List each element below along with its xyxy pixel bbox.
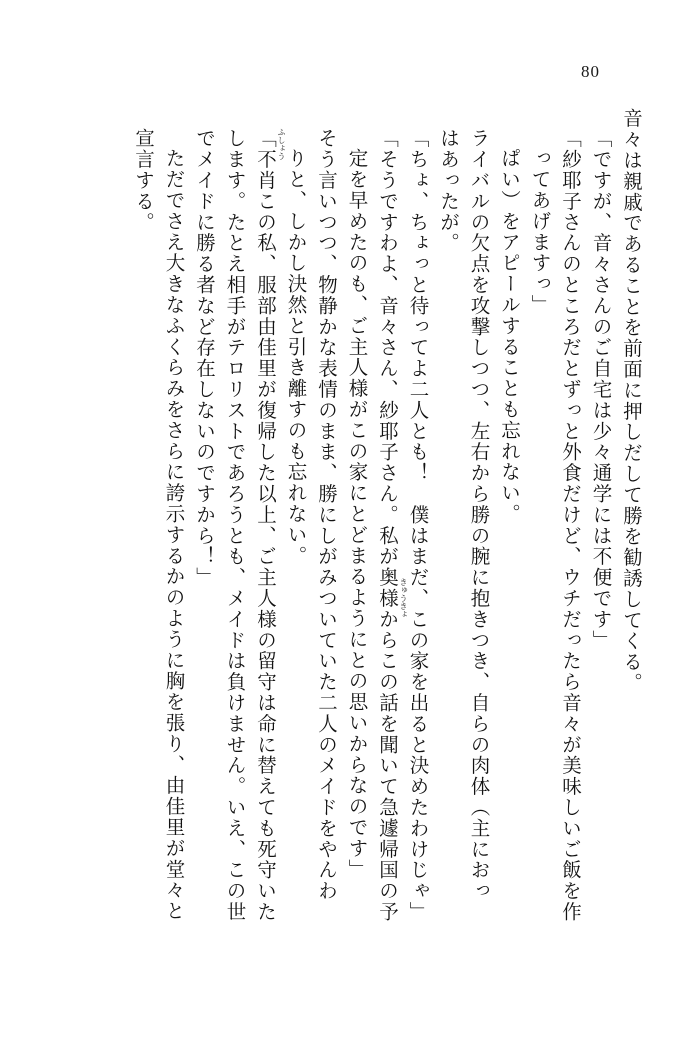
text-column-with-ruby	[244, 108, 286, 1010]
text-column: 宣言する。	[132, 128, 153, 233]
text-column: でメイドに勝る者など存在しないのですから！」	[193, 128, 214, 588]
text-column: 「ですが、音々さんのご自宅は少々通学には不便です」	[589, 128, 611, 651]
text-column: ライバルの欠点を攻撃しつつ、左右から勝の腕に抱きつき、自らの肉体（主におっ	[467, 128, 489, 902]
text-column: 音々は親戚であることを前面に押しだして勝を勧誘してくる。	[620, 108, 641, 694]
text-column: ただでさえ大きなふくらみをさらに誇示するかのように胸を張り、由佳里が堂々と	[162, 148, 184, 922]
vertical-text-body	[60, 108, 640, 990]
text-column: します。たとえ相手がテロリストであろうとも、メイドは負けません。いえ、この世	[223, 128, 245, 923]
text-column: りと、しかし決然と引き離すのも忘れない。	[284, 148, 306, 566]
ruby-annotation-kyuukyo: きゅうきょ	[399, 578, 408, 618]
text-column: 「ちょ、ちょっと待ってよ二人とも！ 僕はまだ、この家を出ると決めたわけじゃ」	[406, 128, 428, 923]
text-column: 「紗耶子さんのところだとずっと外食だけど、ウチだったら音々が美味しいご飯を作	[559, 128, 580, 923]
text-column: 定を早めたのも、ご主人様がこの家にとどまるようにとの思いからなのです」	[345, 148, 367, 880]
text-column-with-ruby	[366, 108, 408, 1010]
text-column-text: 「不肖この私、服部由佳里が復帰した以上、ご主人様の留守は命に替えても死守いた	[254, 128, 275, 923]
text-column: ってあげますっ」	[528, 148, 550, 316]
text-column-text: 「そうですわよ、音々さん、紗耶子さん。私が奥様からこの話を聞いて急遽帰国の予	[376, 128, 397, 923]
text-column: ぱい）をアピールすることも忘れない。	[498, 148, 519, 525]
text-column: はあったが。	[437, 128, 458, 254]
text-column: そう言いつつ、物静かな表情のまま、勝にしがみついていた二人のメイドをやんわ	[315, 128, 336, 902]
page-number: 80	[581, 62, 600, 81]
ruby-annotation-fushou: ふしょう	[277, 128, 286, 160]
